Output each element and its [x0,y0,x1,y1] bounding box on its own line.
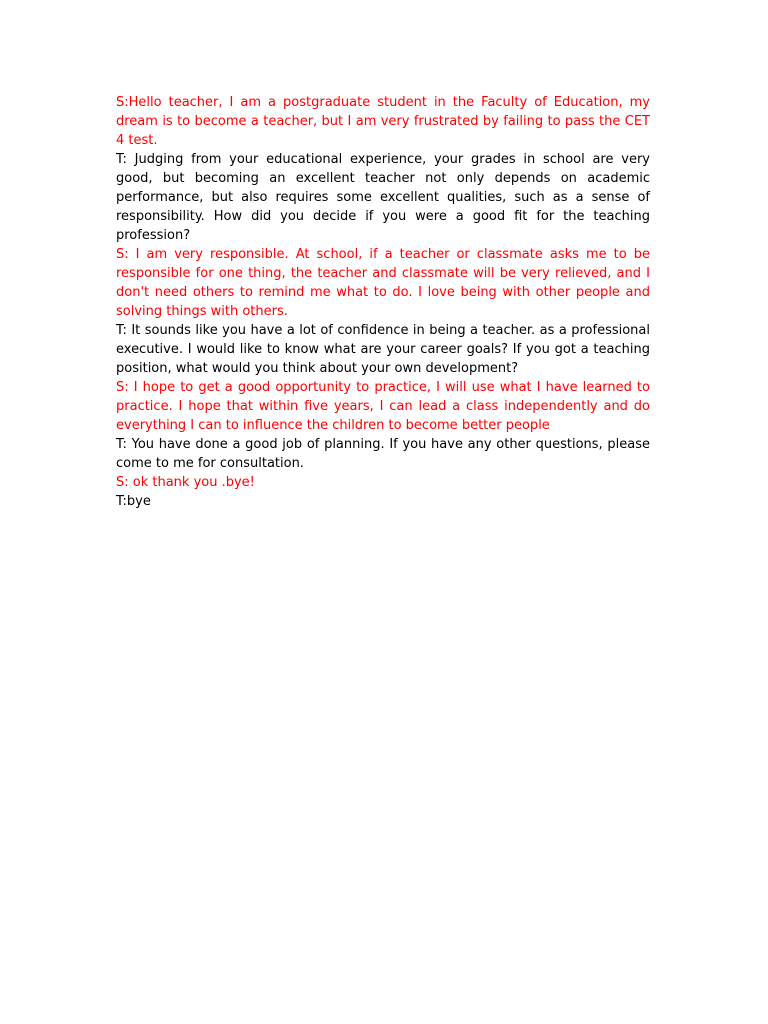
student-turn-1: S:Hello teacher, I am a postgraduate student in the Faculty of Education, my dream is to become a teacher, but I am very frustrated by failing to pass the CET 4 test. [116,95,650,148]
student-turn-2: S: I am very responsible. At school, if a teacher or classmate asks me to be responsible for one thing, the teacher and classmate will be very relieved, and I don't need others to remind me what to do. I love being with other people and solving things with others. [116,247,650,319]
teacher-turn-1: T: Judging from your educational experience, your grades in school are very good, but becoming an excellent teacher not only depends on academic performance, but also requires some excellent qualities, such as a sense of responsibility. How did you decide if you were a good fit for the teaching profession? [116,152,650,243]
dialogue-document [116,93,650,511]
teacher-turn-3: T: You have done a good job of planning. If you have any other questions, please come to me for consultation. [116,437,650,471]
student-turn-4: S: ok thank you .bye! [116,475,255,490]
teacher-turn-4: T:bye [116,494,151,509]
student-turn-3: S: I hope to get a good opportunity to practice, I will use what I have learned to practice. I hope that within five years, I can lead a class independently and do everything I can to influence the children to become better people [116,380,650,433]
teacher-turn-2: T: It sounds like you have a lot of confidence in being a teacher. as a professional executive. I would like to know what are your career goals? If you got a teaching position, what would you think about your own development? [116,323,650,376]
